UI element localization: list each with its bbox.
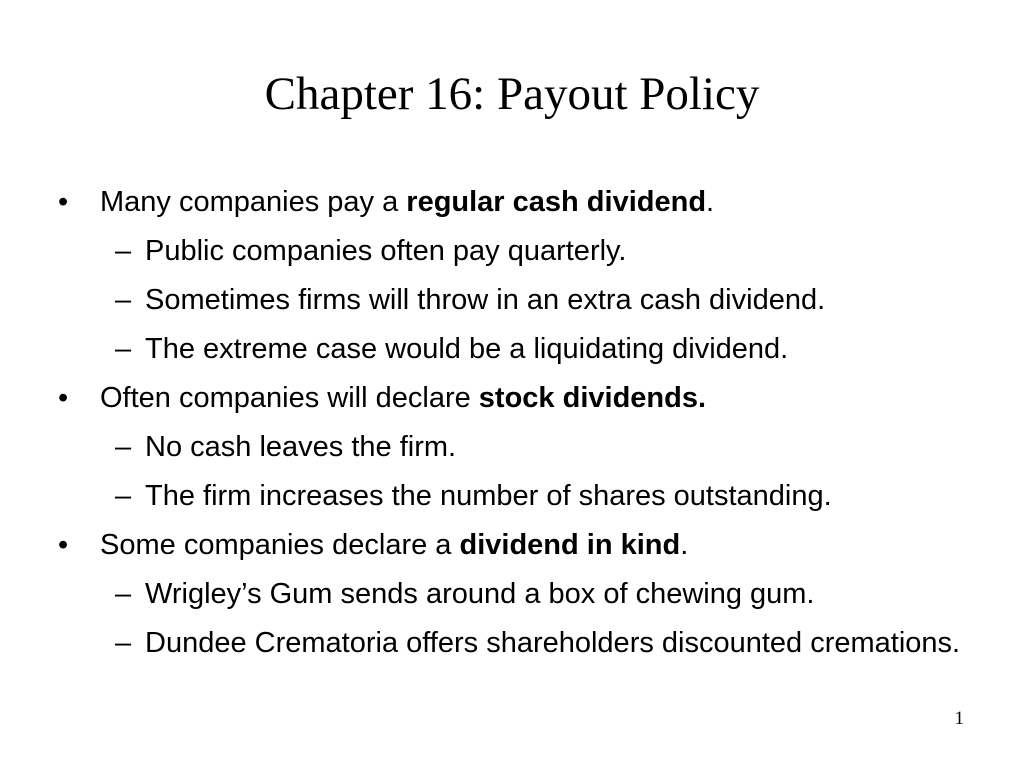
bullet-icon: • xyxy=(58,529,69,561)
item-text: The extreme case would be a liquidating dividend. xyxy=(145,333,789,365)
sub-list-item xyxy=(58,479,978,513)
dash-icon: – xyxy=(115,284,132,316)
item-text-end: . xyxy=(680,529,689,561)
list-item xyxy=(58,185,978,219)
item-text: Often companies will declare xyxy=(100,382,479,414)
list-item xyxy=(58,528,978,562)
item-bold-text: regular cash dividend xyxy=(406,186,707,218)
sub-list-item xyxy=(58,332,978,366)
item-text: Sometimes firms will throw in an extra cash dividend. xyxy=(145,284,826,316)
item-text: The firm increases the number of shares outstanding. xyxy=(145,480,832,512)
list-item xyxy=(58,381,978,415)
dash-icon: – xyxy=(115,431,132,463)
slide-title: Chapter 16: Payout Policy xyxy=(264,68,760,120)
dash-icon: – xyxy=(115,627,132,659)
item-text: Many companies pay a xyxy=(100,186,407,218)
item-bold-text: stock dividends. xyxy=(478,382,707,414)
slide-number: 1 xyxy=(954,708,964,729)
item-text: Some companies declare a xyxy=(100,529,460,561)
bullet-list xyxy=(58,185,978,660)
item-text: No cash leaves the firm. xyxy=(145,431,457,463)
sub-list-item xyxy=(58,430,978,464)
sub-list-item xyxy=(58,234,978,268)
dash-icon: – xyxy=(115,235,132,267)
item-text-end: . xyxy=(706,186,715,218)
sub-list-item xyxy=(58,577,978,611)
item-text: Public companies often pay quarterly. xyxy=(145,235,627,267)
bullet-icon: • xyxy=(58,382,69,414)
sub-list-item xyxy=(58,626,978,660)
item-bold-text: dividend in kind xyxy=(459,529,681,561)
bullet-icon: • xyxy=(58,186,69,218)
item-text: Dundee Crematoria offers shareholders discounted cremations. xyxy=(145,627,961,659)
item-text: Wrigley’s Gum sends around a box of chewing gum. xyxy=(145,578,815,610)
dash-icon: – xyxy=(115,578,132,610)
sub-list-item xyxy=(58,283,978,317)
dash-icon: – xyxy=(115,480,132,512)
dash-icon: – xyxy=(115,333,132,365)
